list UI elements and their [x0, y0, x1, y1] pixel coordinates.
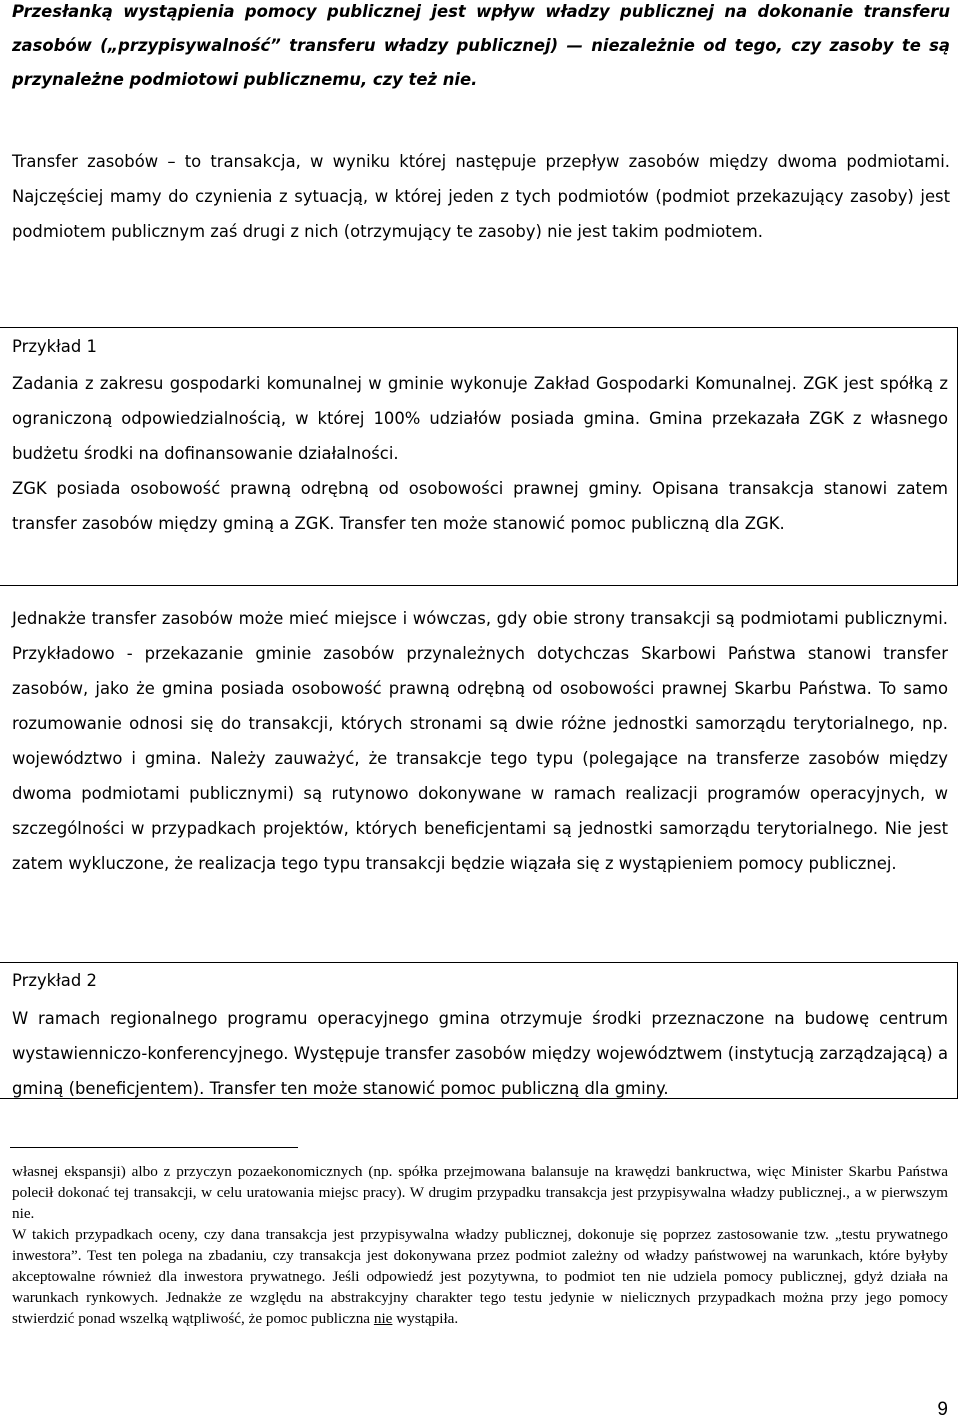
- example-1-box: [0, 327, 958, 586]
- example-2-box: [0, 962, 958, 1099]
- page-number: 9: [937, 1399, 948, 1420]
- example-1-text-2: ZGK posiada osobowość prawną odrębną od osobowości prawnej gminy. Opisana transakcja stanowi zatem transfer zasobów między gminą a ZGK. Transfer ten może stanowić pomoc publiczną dla ZGK.: [12, 479, 948, 533]
- footnote-text: W takich przypadkach oceny, czy dana transakcja jest przypisywalna władzy publicznej, dokonuje się poprzez zastosowanie tzw. „testu prywatnego inwestora”. Test ten polega na zbadaniu, czy transakcja jest dokonywana przez podmiot zależny od władzy państwowej na warunkach, które byłyby akceptowalne również dla inwestora prywatnego. Jeśli odpowiedź jest pozytywna, to podmiot ten nie udziela pomocy publicznej, gdyż działa na warunkach rynkowych. Jednakże ze względu na abstrakcyjny charakter tego testu jedynie w nielicznych przypadkach można przy jego pomocy stwierdzić ponad wszelką wątpliwość, że pomoc publiczna: [12, 1226, 948, 1327]
- example-1-text-1: Zadania z zakresu gospodarki komunalnej w gminie wykonuje Zakład Gospodarki Komunalnej. ZGK jest spółką z ograniczoną odpowiedzialnością, w której 100% udziałów posiada gmina. Gmina przekazała ZGK z własnego budżetu środki na dofinansowanie działalności.: [12, 374, 948, 463]
- footnote-continuation: własnej ekspansji) albo z przyczyn pozaekonomicznych (np. spółka przejmowana balansuje na krawędzi bankructwa, więc Minister Skarbu Państwa polecił dokonać tej transakcji, w celu uratowania miejsc pracy). W drugim przypadku transakcja jest przypisywalna władzy publicznej., a w pierwszym nie.: [12, 1163, 948, 1222]
- transfer-definition-paragraph: Transfer zasobów – to transakcja, w wyniku której następuje przepływ zasobów między dwoma podmiotami. Najczęściej mamy do czynienia z sytuacją, w której jeden z tych podmiotów (podmiot przekazujący zasoby) jest podmiotem publicznym zaś drugi z nich (otrzymujący te zasoby) nie jest takim podmiotem.: [12, 152, 950, 241]
- example-1-label: Przykład 1: [12, 337, 97, 356]
- lead-paragraph: Przesłanką wystąpienia pomocy publicznej jest wpływ władzy publicznej na dokonanie transferu zasobów („przypisywalność” transferu władzy publicznej) — niezależnie od tego, czy zasoby te są przynależne podmiotowi publicznemu, czy też nie.: [12, 2, 950, 89]
- footnotes: [12, 1161, 948, 1329]
- footnote-separator: [10, 1147, 298, 1148]
- example-2-text: W ramach regionalnego programu operacyjnego gmina otrzymuje środki przeznaczone na budowę centrum wystawienniczo-konferencyjnego. Występuje transfer zasobów między województwem (instytucją zarządzającą) a gminą (beneficjentem). Transfer ten może stanowić pomoc publiczną dla gminy.: [12, 1009, 948, 1098]
- footnote-text-end: wystąpiła.: [392, 1310, 459, 1327]
- public-entities-paragraph: Jednakże transfer zasobów może mieć miejsce i wówczas, gdy obie strony transakcji są podmiotami publicznymi. Przykładowo - przekazanie gminie zasobów przynależnych dotychczas Skarbowi Państwa stanowi transfer zasobów, jako że gmina posiada osobowość prawną odrębną od osobowości prawnej Skarbu Państwa. To samo rozumowanie odnosi się do transakcji, których stronami są dwie różne jednostki samorządu terytorialnego, np. województwo i gmina. Należy zauważyć, że transakcje tego typu (polegające na transferze zasobów między dwoma podmiotami publicznymi) są rutynowo dokonywane w ramach realizacji programów operacyjnych, w szczególności w przypadkach projektów, których beneficjentami są jednostki samorządu terytorialnego. Nie jest zatem wykluczone, że realizacja tego typu transakcji będzie wiązała się z wystąpieniem pomocy publicznej.: [12, 609, 948, 873]
- footnote-underlined-word: nie: [373, 1310, 393, 1327]
- footnote-private-investor-test: [12, 1224, 948, 1329]
- example-2-label: Przykład 2: [12, 971, 97, 990]
